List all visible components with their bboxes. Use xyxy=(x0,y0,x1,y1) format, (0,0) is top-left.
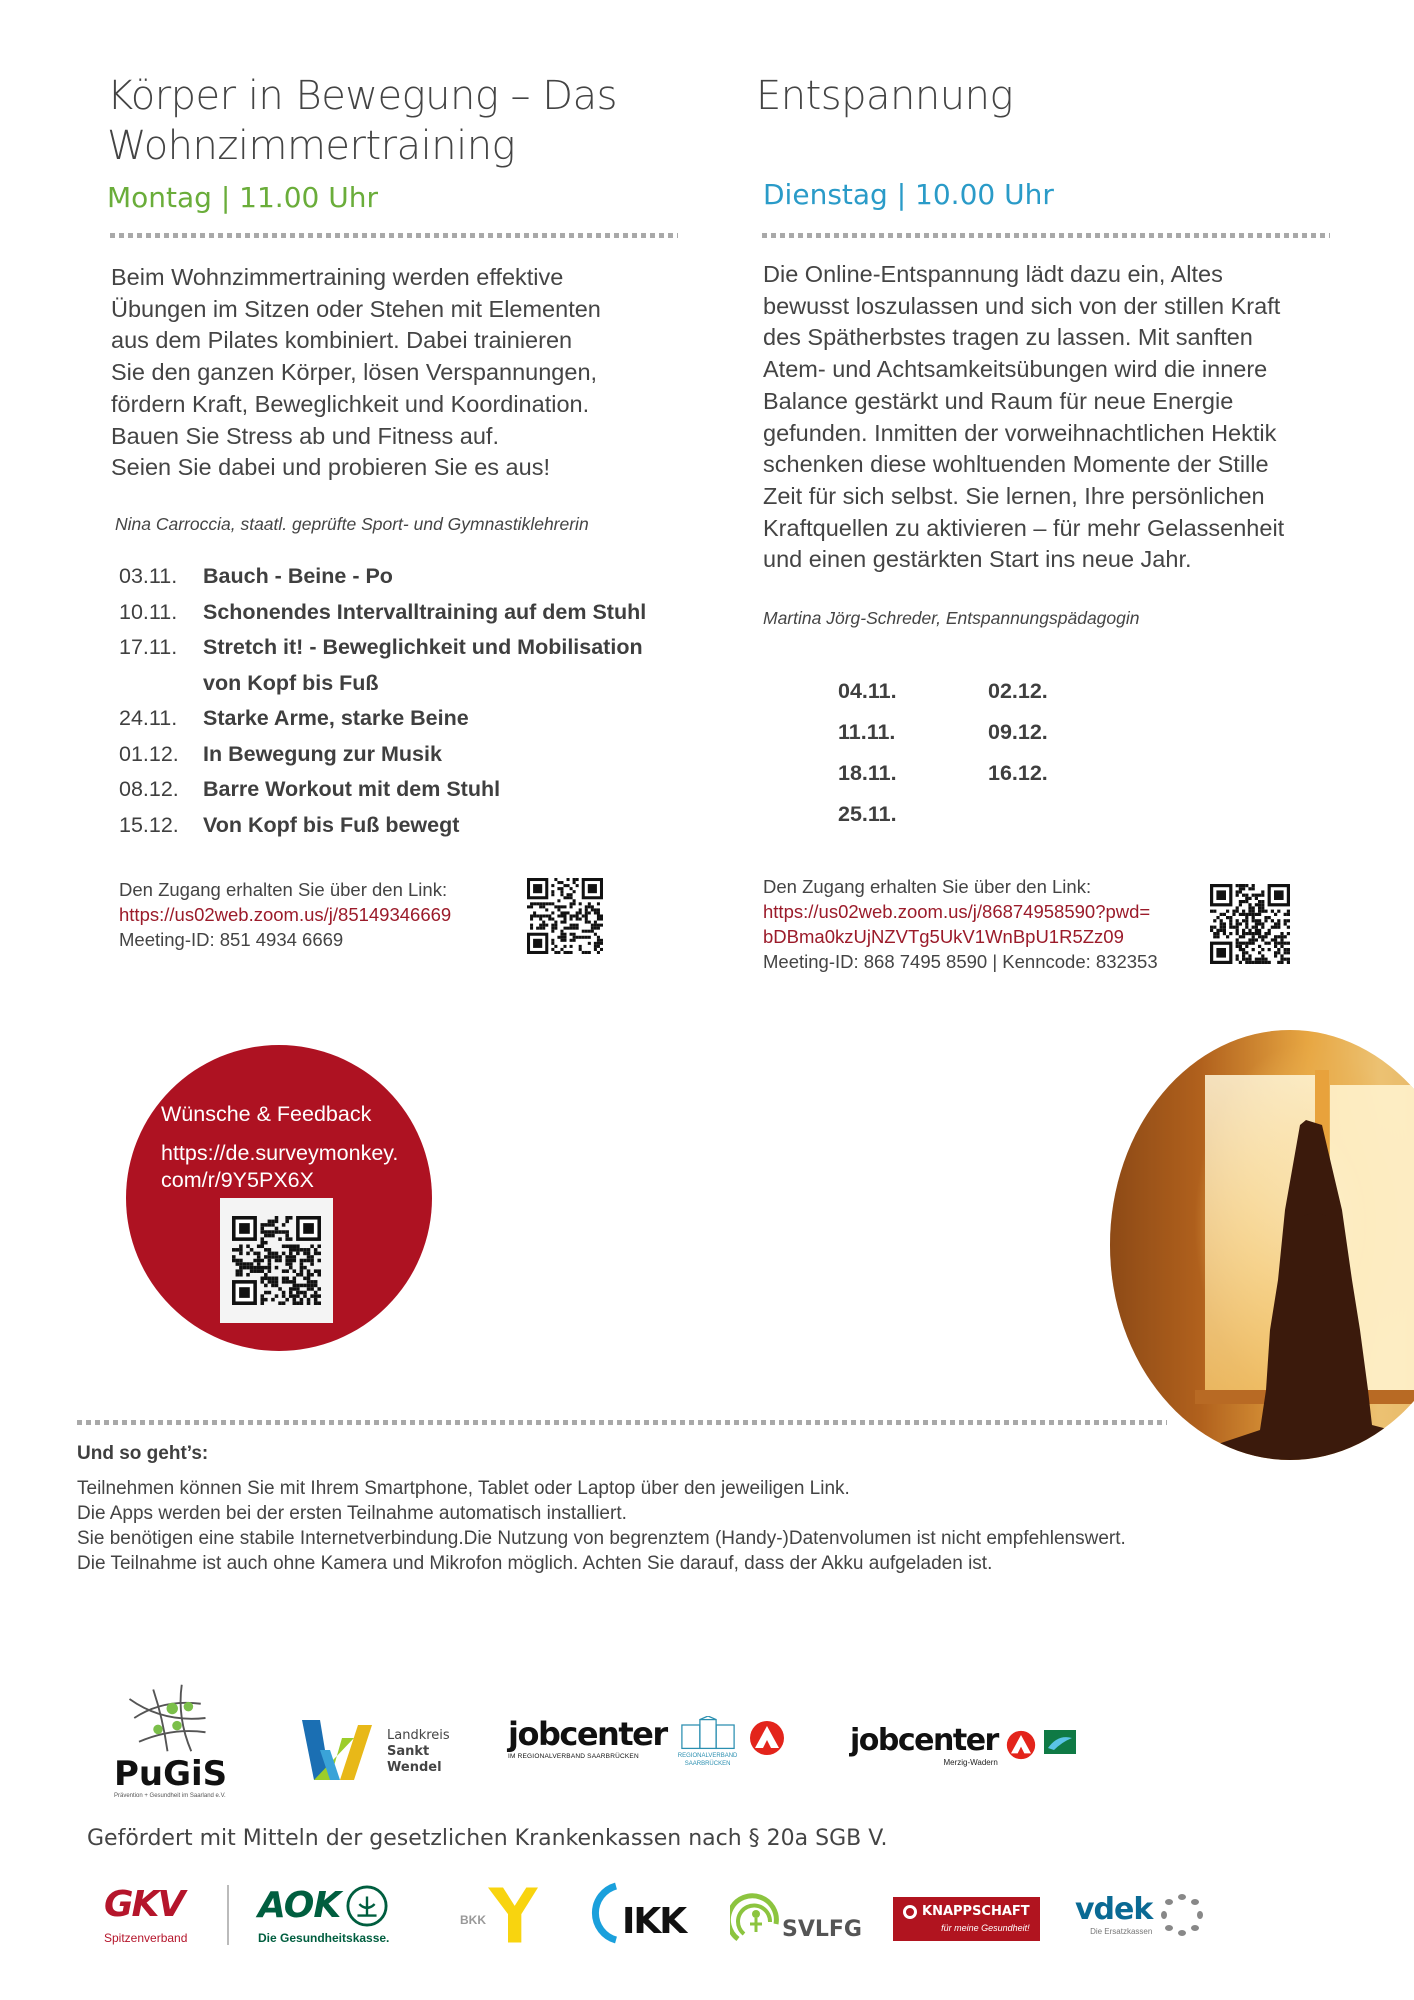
desc-line: Sie den ganzen Körper, lösen Verspannungen, xyxy=(111,359,598,386)
session-list xyxy=(119,559,739,843)
howto-line: Die Teilnahme ist auch ohne Kamera und Mikrofon möglich. Achten Sie darauf, dass der Akku aufgeladen ist. xyxy=(77,1553,993,1574)
right-course-title: Entspannung xyxy=(756,73,1013,119)
desc-line: des Spätherbstes tragen zu lassen. Mit sanften xyxy=(763,324,1253,351)
session-date: 09.12. xyxy=(988,720,1048,744)
session-row xyxy=(119,737,739,773)
gkv-name: GKV xyxy=(104,1884,184,1925)
session-date: 15.12. xyxy=(119,812,179,837)
feedback-url-line2[interactable]: com/r/9Y5PX6X xyxy=(161,1168,314,1192)
knappschaft-logo xyxy=(893,1897,1040,1941)
yoga-image xyxy=(1110,1030,1414,1460)
desc-line: Seien Sie dabei und probieren Sie es aus! xyxy=(111,454,550,481)
vdek-logo xyxy=(1075,1893,1204,1937)
desc-line: Atem- und Achtsamkeitsübungen wird die innere xyxy=(763,356,1268,383)
session-date: 16.12. xyxy=(988,761,1048,785)
qr-code-graphic xyxy=(527,878,603,954)
logo-separator xyxy=(227,1885,229,1945)
vdek-dots-icon xyxy=(1160,1893,1204,1937)
knappschaft-name: KNAPPSCHAFT xyxy=(922,1904,1030,1919)
vdek-name: vdek xyxy=(1075,1892,1153,1927)
desc-line: bewusst loszulassen und sich von der stillen Kraft xyxy=(763,292,1281,319)
vdek-sub: Die Ersatzkassen xyxy=(1090,1927,1153,1936)
session-date: 24.11. xyxy=(119,706,178,730)
jobcenter-mw-name: jobcenter xyxy=(850,1723,998,1758)
desc-line: schenken diese wohltuenden Momente der Stille xyxy=(763,451,1269,478)
wendel-w-icon xyxy=(300,1720,375,1784)
howto-title: Und so geht’s: xyxy=(77,1443,209,1464)
howto-divider xyxy=(77,1420,1167,1425)
session-date: 04.11. xyxy=(838,679,897,703)
wendel-line3: Wendel xyxy=(387,1760,442,1775)
bkk-name: BKK xyxy=(460,1913,486,1927)
left-course-description xyxy=(111,262,711,484)
jobcenter-sb-sub: IM REGIONALVERBAND SAARBRÜCKEN xyxy=(508,1753,639,1760)
access-intro: Den Zugang erhalten Sie über den Link: xyxy=(119,879,448,900)
zoom-link-line2[interactable]: bDBma0kzUjNZVTg5UkV1WnBpU1R5Zz09 xyxy=(763,926,1124,947)
desc-line: gefunden. Inmitten der vorweihnachtlichen Hektik xyxy=(763,419,1277,446)
ikk-arc-icon xyxy=(588,1880,618,1946)
jobcenter-sb-name: jobcenter xyxy=(508,1715,667,1753)
left-course-schedule: Montag | 11.00 Uhr xyxy=(107,181,378,214)
left-course-title-line1: Körper in Bewegung – Das xyxy=(107,73,617,119)
zoom-link-line1[interactable]: https://us02web.zoom.us/j/86874958590?pwd= xyxy=(763,901,1151,922)
session-row xyxy=(119,772,739,808)
feedback-title: Wünsche & Feedback xyxy=(161,1102,372,1126)
session-title: In Bewegung zur Musik xyxy=(203,741,442,766)
session-date: 25.11. xyxy=(838,802,897,826)
session-row xyxy=(119,559,739,595)
arbeitsagentur-a-icon xyxy=(749,1720,785,1756)
arbeitsagentur-a-icon xyxy=(1006,1730,1036,1760)
left-course-title-line2: Wohnzimmertraining xyxy=(107,123,516,169)
session-title: Starke Arme, starke Beine xyxy=(203,706,469,730)
session-dates-grid xyxy=(838,671,1138,835)
funding-statement: Gefördert mit Mitteln der gesetzlichen Krankenkassen nach § 20a SGB V. xyxy=(87,1826,888,1851)
session-date: 11.11. xyxy=(838,720,896,744)
desc-line: Die Online-Entspannung lädt dazu ein, Altes xyxy=(763,261,1223,287)
session-title-continued: von Kopf bis Fuß xyxy=(203,670,379,695)
session-row-continued xyxy=(119,666,739,702)
ikk-name: IKK xyxy=(622,1901,686,1942)
session-date: 02.12. xyxy=(988,679,1048,703)
qr-code-graphic xyxy=(232,1214,321,1307)
session-title: Stretch it! - Beweglichkeit und Mobilisation xyxy=(203,635,643,659)
session-title: Von Kopf bis Fuß bewegt xyxy=(203,812,460,837)
meeting-id: Meeting-ID: 868 7495 8590 | Kenncode: 832353 xyxy=(763,951,1158,972)
desc-line: Zeit für sich selbst. Sie lernen, Ihre persönlichen xyxy=(763,482,1265,509)
howto-line: Die Apps werden bei der ersten Teilnahme automatisch installiert. xyxy=(77,1503,627,1524)
desc-line: fördern Kraft, Beweglichkeit und Koordination. xyxy=(111,390,590,417)
session-title: Barre Workout mit dem Stuhl xyxy=(203,777,501,801)
svlfg-plant-icon xyxy=(730,1884,780,1944)
desc-line: und einen gestärkten Start ins neue Jahr. xyxy=(763,546,1192,573)
desc-line: Beim Wohnzimmertraining werden effektive xyxy=(111,264,564,290)
zoom-link[interactable]: https://us02web.zoom.us/j/85149346669 xyxy=(119,904,452,925)
session-date: 10.11. xyxy=(119,599,178,624)
right-divider xyxy=(762,233,1330,238)
desc-line: Kraftquellen zu aktivieren – für mehr Gelassenheit xyxy=(763,514,1285,541)
ikk-logo xyxy=(588,1880,685,1946)
feedback-qr-code[interactable] xyxy=(220,1198,333,1323)
right-course-schedule: Dienstag | 10.00 Uhr xyxy=(763,178,1054,211)
right-course-description xyxy=(763,259,1403,576)
gkv-sub: Spitzenverband xyxy=(104,1931,188,1945)
wendel-line2: Sankt xyxy=(387,1744,430,1759)
right-course-author: Martina Jörg-Schreder, Entspannungspädagogin xyxy=(763,608,1140,628)
aok-name: AOK xyxy=(258,1885,341,1926)
session-title: Bauch - Beine - Po xyxy=(203,564,393,588)
jobcenter-mw-sub: Merzig-Wadern xyxy=(943,1758,998,1767)
sankt-wendel-logo xyxy=(300,1720,450,1784)
qr-code-graphic xyxy=(1210,884,1290,964)
knappschaft-circle-icon xyxy=(903,1905,917,1919)
howto-line: Teilnehmen können Sie mit Ihrem Smartphone, Tablet oder Laptop über den jeweiligen Link. xyxy=(77,1478,850,1499)
bkk-logo xyxy=(460,1882,538,1948)
meeting-id: Meeting-ID: 851 4934 6669 xyxy=(119,929,344,950)
right-access-info xyxy=(763,874,1158,974)
right-qr-code[interactable] xyxy=(1210,884,1290,964)
session-date: 08.12. xyxy=(119,777,179,801)
bkk-y-icon xyxy=(488,1882,538,1948)
regionalverband-line1: REGIONALVERBAND xyxy=(677,1753,738,1759)
access-intro: Den Zugang erhalten Sie über den Link: xyxy=(763,876,1092,897)
jobcenter-saarbruecken-logo xyxy=(508,1716,785,1768)
pugis-tagline: Prävention + Gesundheit im Saarland e.V. xyxy=(114,1793,226,1799)
gkv-logo xyxy=(104,1884,187,1946)
feedback-url[interactable] xyxy=(161,1140,398,1194)
wendel-line1: Landkreis xyxy=(387,1728,450,1743)
session-date: 01.12. xyxy=(119,741,179,766)
left-divider xyxy=(110,233,678,238)
jobcenter-merzig-logo xyxy=(850,1724,1076,1768)
howto-line: Sie benötigen eine stabile Internetverbindung.Die Nutzung von begrenztem (Handy-)Datenvolumen ist nicht empfehlenswert. xyxy=(77,1528,1126,1549)
session-title: Schonendes Intervalltraining auf dem Stuhl xyxy=(203,599,647,624)
left-course-title xyxy=(107,71,617,171)
feedback-url-line1[interactable]: https://de.surveymonkey. xyxy=(161,1141,399,1165)
session-row xyxy=(119,595,739,631)
session-date: 18.11. xyxy=(838,761,897,785)
knappschaft-sub: für meine Gesundheit! xyxy=(941,1923,1030,1933)
session-row xyxy=(119,808,739,844)
regionalverband-line2: SAARBRÜCKEN xyxy=(684,1761,731,1767)
desc-line: Balance gestärkt und Raum für neue Energie xyxy=(763,387,1234,414)
pugis-logo xyxy=(112,1680,282,1800)
howto-text xyxy=(77,1476,1377,1576)
session-row xyxy=(119,701,739,737)
left-course-author: Nina Carroccia, staatl. geprüfte Sport- und Gymnastiklehrerin xyxy=(115,514,589,534)
session-date: 17.11. xyxy=(119,635,178,659)
left-qr-code[interactable] xyxy=(527,878,603,954)
pugis-name: PuGiS xyxy=(114,1754,228,1794)
session-row xyxy=(119,630,739,666)
regionalverband-building-icon xyxy=(677,1716,739,1752)
aok-logo xyxy=(258,1884,389,1946)
desc-line: aus dem Pilates kombiniert. Dabei trainieren xyxy=(111,327,573,354)
desc-line: Übungen im Sitzen oder Stehen mit Elementen xyxy=(111,295,601,322)
yoga-silhouette xyxy=(1110,1030,1414,1460)
session-date: 03.11. xyxy=(119,564,178,588)
landkreis-merzig-icon xyxy=(1044,1730,1076,1754)
svlfg-logo xyxy=(730,1884,862,1944)
left-access-info xyxy=(119,877,451,952)
aok-tree-icon xyxy=(346,1885,388,1927)
svlfg-name: SVLFG xyxy=(782,1917,862,1942)
yoga-image-clip xyxy=(1110,1030,1414,1460)
aok-sub: Die Gesundheitskasse. xyxy=(258,1931,390,1945)
desc-line: Bauen Sie Stress ab und Fitness auf. xyxy=(111,422,499,449)
pugis-network-icon xyxy=(112,1680,242,1756)
